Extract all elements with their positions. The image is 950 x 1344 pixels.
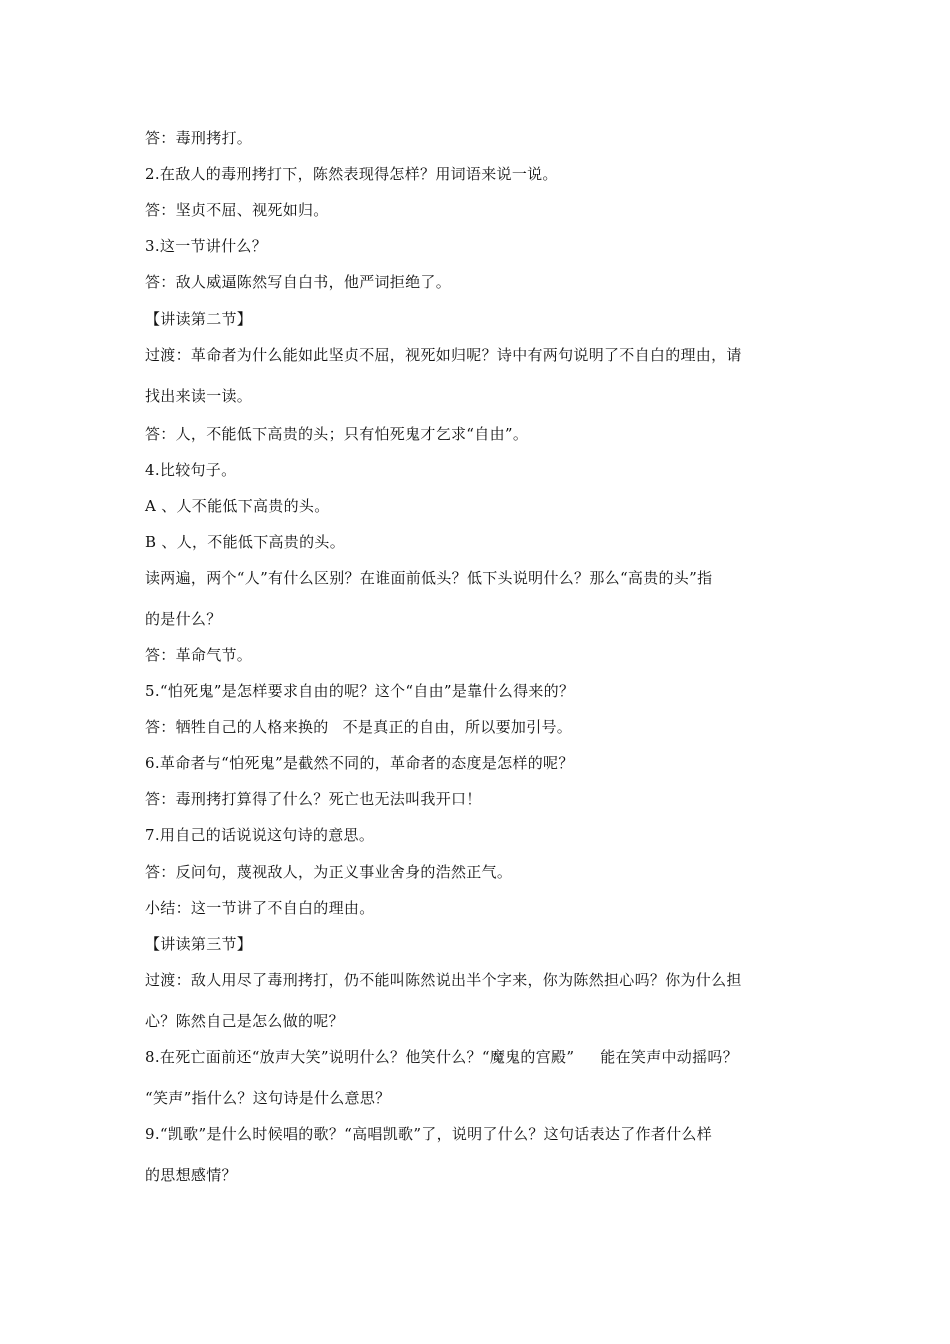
answer-line-6 <box>145 717 825 737</box>
section-heading-3: 【讲读第三节】 <box>145 935 253 953</box>
answer-line-3: 答：敌人威逼陈然写自白书，他严词拒绝了。 <box>145 273 452 291</box>
question-4-detail-line-1: 读两遍，两个“人”有什么区别？在谁面前低头？低下头说明什么？那么“高贵的头”指 <box>145 569 713 587</box>
question-8-line-1 <box>145 1047 825 1067</box>
question-4: 4.比较句子。 <box>145 461 237 479</box>
transition-1-line-2: 找出来读一读。 <box>145 387 253 405</box>
transition-2-line-2: 心？陈然自己是怎么做的呢？ <box>145 1012 344 1030</box>
answer-line-6-part-2: 不是真正的自由，所以要加引号。 <box>342 718 573 736</box>
transition-1-line-1: 过渡：革命者为什么能如此坚贞不屈，视死如归呢？诗中有两句说明了不自白的理由，请 <box>145 346 742 364</box>
answer-line-4: 答：人，不能低下高贵的头；只有怕死鬼才乞求“自由”。 <box>145 425 529 443</box>
sentence-a: A 、人不能低下高贵的头。 <box>145 497 330 515</box>
answer-line-8: 答：反问句，蔑视敌人，为正义事业舍身的浩然正气。 <box>145 863 513 881</box>
question-3: 3.这一节讲什么？ <box>145 237 268 255</box>
question-8-line-2: “笑声”指什么？这句诗是什么意思？ <box>145 1089 391 1107</box>
answer-line-7: 答：毒刑拷打算得了什么？死亡也无法叫我开口！ <box>145 790 482 808</box>
question-8-part-2: 能在笑声中动摇吗？ <box>600 1048 738 1066</box>
sentence-b: B 、人，不能低下高贵的头。 <box>145 533 345 551</box>
answer-line-2: 答：坚贞不屈、视死如归。 <box>145 201 329 219</box>
question-2: 2.在敌人的毒刑拷打下，陈然表现得怎样？用词语来说一说。 <box>145 165 558 183</box>
answer-line-6-part-1: 答：牺牲自己的人格来换的 <box>145 718 329 736</box>
question-9-line-1: 9.“凯歌”是什么时候唱的歌？“高唱凯歌”了，说明了什么？这句话表达了作者什么样 <box>145 1125 712 1143</box>
transition-2-line-1: 过渡：敌人用尽了毒刑拷打，仍不能叫陈然说出半个字来，你为陈然担心吗？你为什么担 <box>145 971 742 989</box>
question-5: 5.“怕死鬼”是怎样要求自由的呢？这个“自由”是靠什么得来的？ <box>145 682 575 700</box>
question-7: 7.用自己的话说说这句诗的意思。 <box>145 826 375 844</box>
answer-line-5: 答：革命气节。 <box>145 646 253 664</box>
section-heading-2: 【讲读第二节】 <box>145 310 253 328</box>
question-4-detail-line-2: 的是什么？ <box>145 610 222 628</box>
question-8-part-1: 8.在死亡面前还“放声大笑”说明什么？他笑什么？“魔鬼的宫殿” <box>145 1048 575 1066</box>
question-6: 6.革命者与“怕死鬼”是截然不同的，革命者的态度是怎样的呢？ <box>145 754 574 772</box>
question-9-line-2: 的思想感情？ <box>145 1166 237 1184</box>
answer-line-1: 答：毒刑拷打。 <box>145 129 253 147</box>
summary-line: 小结：这一节讲了不自白的理由。 <box>145 899 375 917</box>
